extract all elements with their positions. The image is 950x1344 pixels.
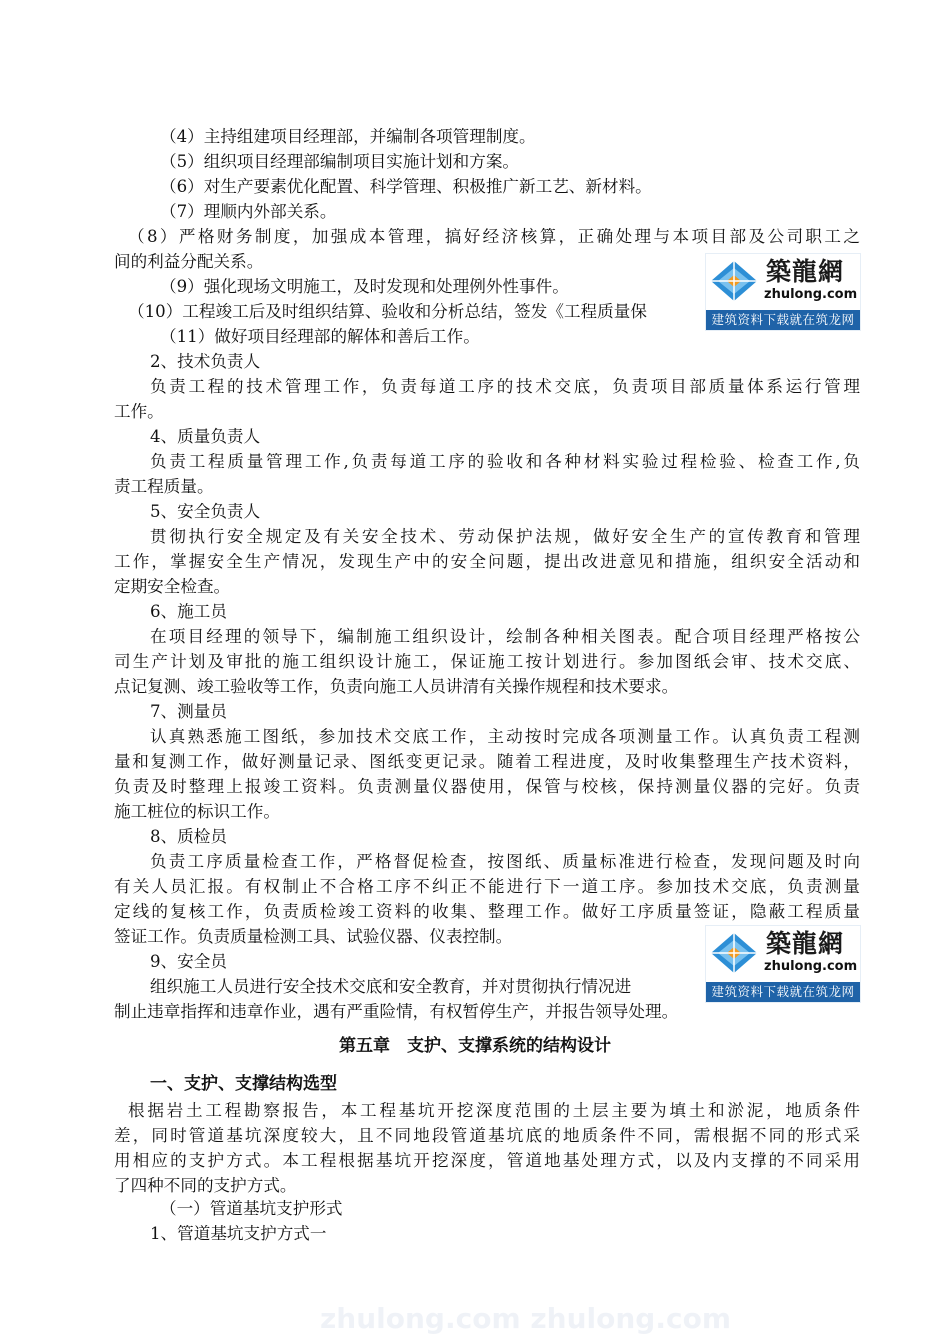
- chapter-title: 第五章 支护、支撑系统的结构设计: [339, 1036, 611, 1056]
- body-line: 负责工程的技术管理工作，负责每道工序的技术交底，负责项目部质量体系运行管理: [150, 377, 860, 396]
- logo-domain: zhulong.com: [764, 287, 858, 302]
- body-line: 认真熟悉施工图纸，参加技术交底工作，主动按时完成各项测量工作。认真负责工程测: [150, 727, 860, 746]
- zhulong-logo[interactable]: [706, 254, 860, 330]
- body-line: 施工桩位的标识工作。: [114, 802, 280, 821]
- body-line: 间的利益分配关系。: [114, 252, 264, 271]
- body-line: 有关人员汇报。有权制止不合格工序不纠正不能进行下一道工序。参加技术交底，负责测量: [114, 877, 860, 896]
- body-line: （10）工程竣工后及时组织结算、验收和分析总结，签发《工程质量保: [128, 302, 647, 321]
- subheading: （一）管道基坑支护形式: [160, 1199, 343, 1218]
- logo-slogan: 建筑资料下载就在筑龙网: [706, 310, 860, 330]
- subheading: 4、质量负责人: [150, 427, 261, 446]
- zhulong-logo-icon: [708, 258, 760, 304]
- logo-chinese-name: 築龍網: [766, 257, 845, 286]
- body-line: （7）理顺内外部关系。: [160, 202, 337, 221]
- subheading: 7、测量员: [150, 702, 227, 721]
- body-line: 根据岩土工程勘察报告，本工程基坑开挖深度范围的土层主要为填土和淤泥，地质条件: [128, 1101, 860, 1120]
- body-line: 贯彻执行安全规定及有关安全技术、劳动保护法规，做好安全生产的宣传教育和管理: [150, 527, 860, 546]
- body-line: 用相应的支护方式。本工程根据基坑开挖深度，管道地基处理方式，以及内支撑的不同采用: [114, 1151, 860, 1170]
- subheading: 2、技术负责人: [150, 352, 261, 371]
- body-line: 工作，掌握安全生产情况，发现生产中的安全问题，提出改进意见和措施，组织安全活动和: [114, 552, 860, 571]
- body-line: 差，同时管道基坑深度较大，且不同地段管道基坑底的地质条件不同，需根据不同的形式采: [114, 1126, 860, 1145]
- subheading: 9、安全员: [150, 952, 227, 971]
- zhulong-logo-icon: [708, 930, 760, 976]
- body-line: 定线的复核工作，负责质检竣工资料的收集、整理工作。做好工序质量签证，隐蔽工程质量: [114, 902, 860, 921]
- body-line: 签证工作。负责质量检测工具、试验仪器、仪表控制。: [114, 927, 513, 946]
- subheading: 1、管道基坑支护方式一: [150, 1224, 327, 1243]
- body-line: 负责及时整理上报竣工资料。负责测量仪器使用，保管与校核，保持测量仪器的完好。负责: [114, 777, 860, 796]
- body-line: 负责工程质量管理工作,负责每道工序的验收和各种材料实验过程检验、检查工作,负: [150, 452, 860, 471]
- subheading: 6、施工员: [150, 602, 227, 621]
- body-line: （9）强化现场文明施工，及时发现和处理例外性事件。: [160, 277, 569, 296]
- body-line: 工作。: [114, 402, 164, 421]
- body-line: （6）对生产要素优化配置、科学管理、积极推广新工艺、新材料。: [160, 177, 652, 196]
- logo-chinese-name: 築龍網: [766, 929, 845, 958]
- body-line: 量和复测工作，做好测量记录、图纸变更记录。随着工程进度，及时收集整理生产技术资料，: [114, 752, 860, 771]
- body-line: （8）严格财务制度，加强成本管理，搞好经济核算，正确处理与本项目部及公司职工之: [128, 227, 860, 246]
- body-line: 组织施工人员进行安全技术交底和安全教育，并对贯彻执行情况进: [150, 977, 632, 996]
- logo-slogan: 建筑资料下载就在筑龙网: [706, 982, 860, 1002]
- body-line: 点记复测、竣工验收等工作，负责向施工人员讲清有关操作规程和技术要求。: [114, 677, 679, 696]
- section-title: 一、支护、支撑结构选型: [150, 1074, 337, 1094]
- body-line: （11）做好项目经理部的解体和善后工作。: [160, 327, 480, 346]
- zhulong-logo[interactable]: [706, 926, 860, 1002]
- body-line: 责工程质量。: [114, 477, 214, 496]
- subheading: 8、质检员: [150, 827, 227, 846]
- body-line: 制止违章指挥和违章作业，遇有严重险情，有权暂停生产，并报告领导处理。: [114, 1002, 679, 1021]
- watermark: zhulong.com zhulong.com: [320, 1302, 731, 1335]
- logo-domain: zhulong.com: [764, 959, 858, 974]
- body-line: 定期安全检查。: [114, 577, 231, 596]
- body-line: 负责工序质量检查工作，严格督促检查，按图纸、质量标准进行检查，发现问题及时向: [150, 852, 860, 871]
- body-line: 了四种不同的支护方式。: [114, 1176, 297, 1195]
- body-line: （4）主持组建项目经理部，并编制各项管理制度。: [160, 127, 536, 146]
- body-line: （5）组织项目经理部编制项目实施计划和方案。: [160, 152, 520, 171]
- subheading: 5、安全负责人: [150, 502, 261, 521]
- body-line: 司生产计划及审批的施工组织设计施工，保证施工按计划进行。参加图纸会审、技术交底、: [114, 652, 860, 671]
- body-line: 在项目经理的领导下，编制施工组织设计，绘制各种相关图表。配合项目经理严格按公: [150, 627, 860, 646]
